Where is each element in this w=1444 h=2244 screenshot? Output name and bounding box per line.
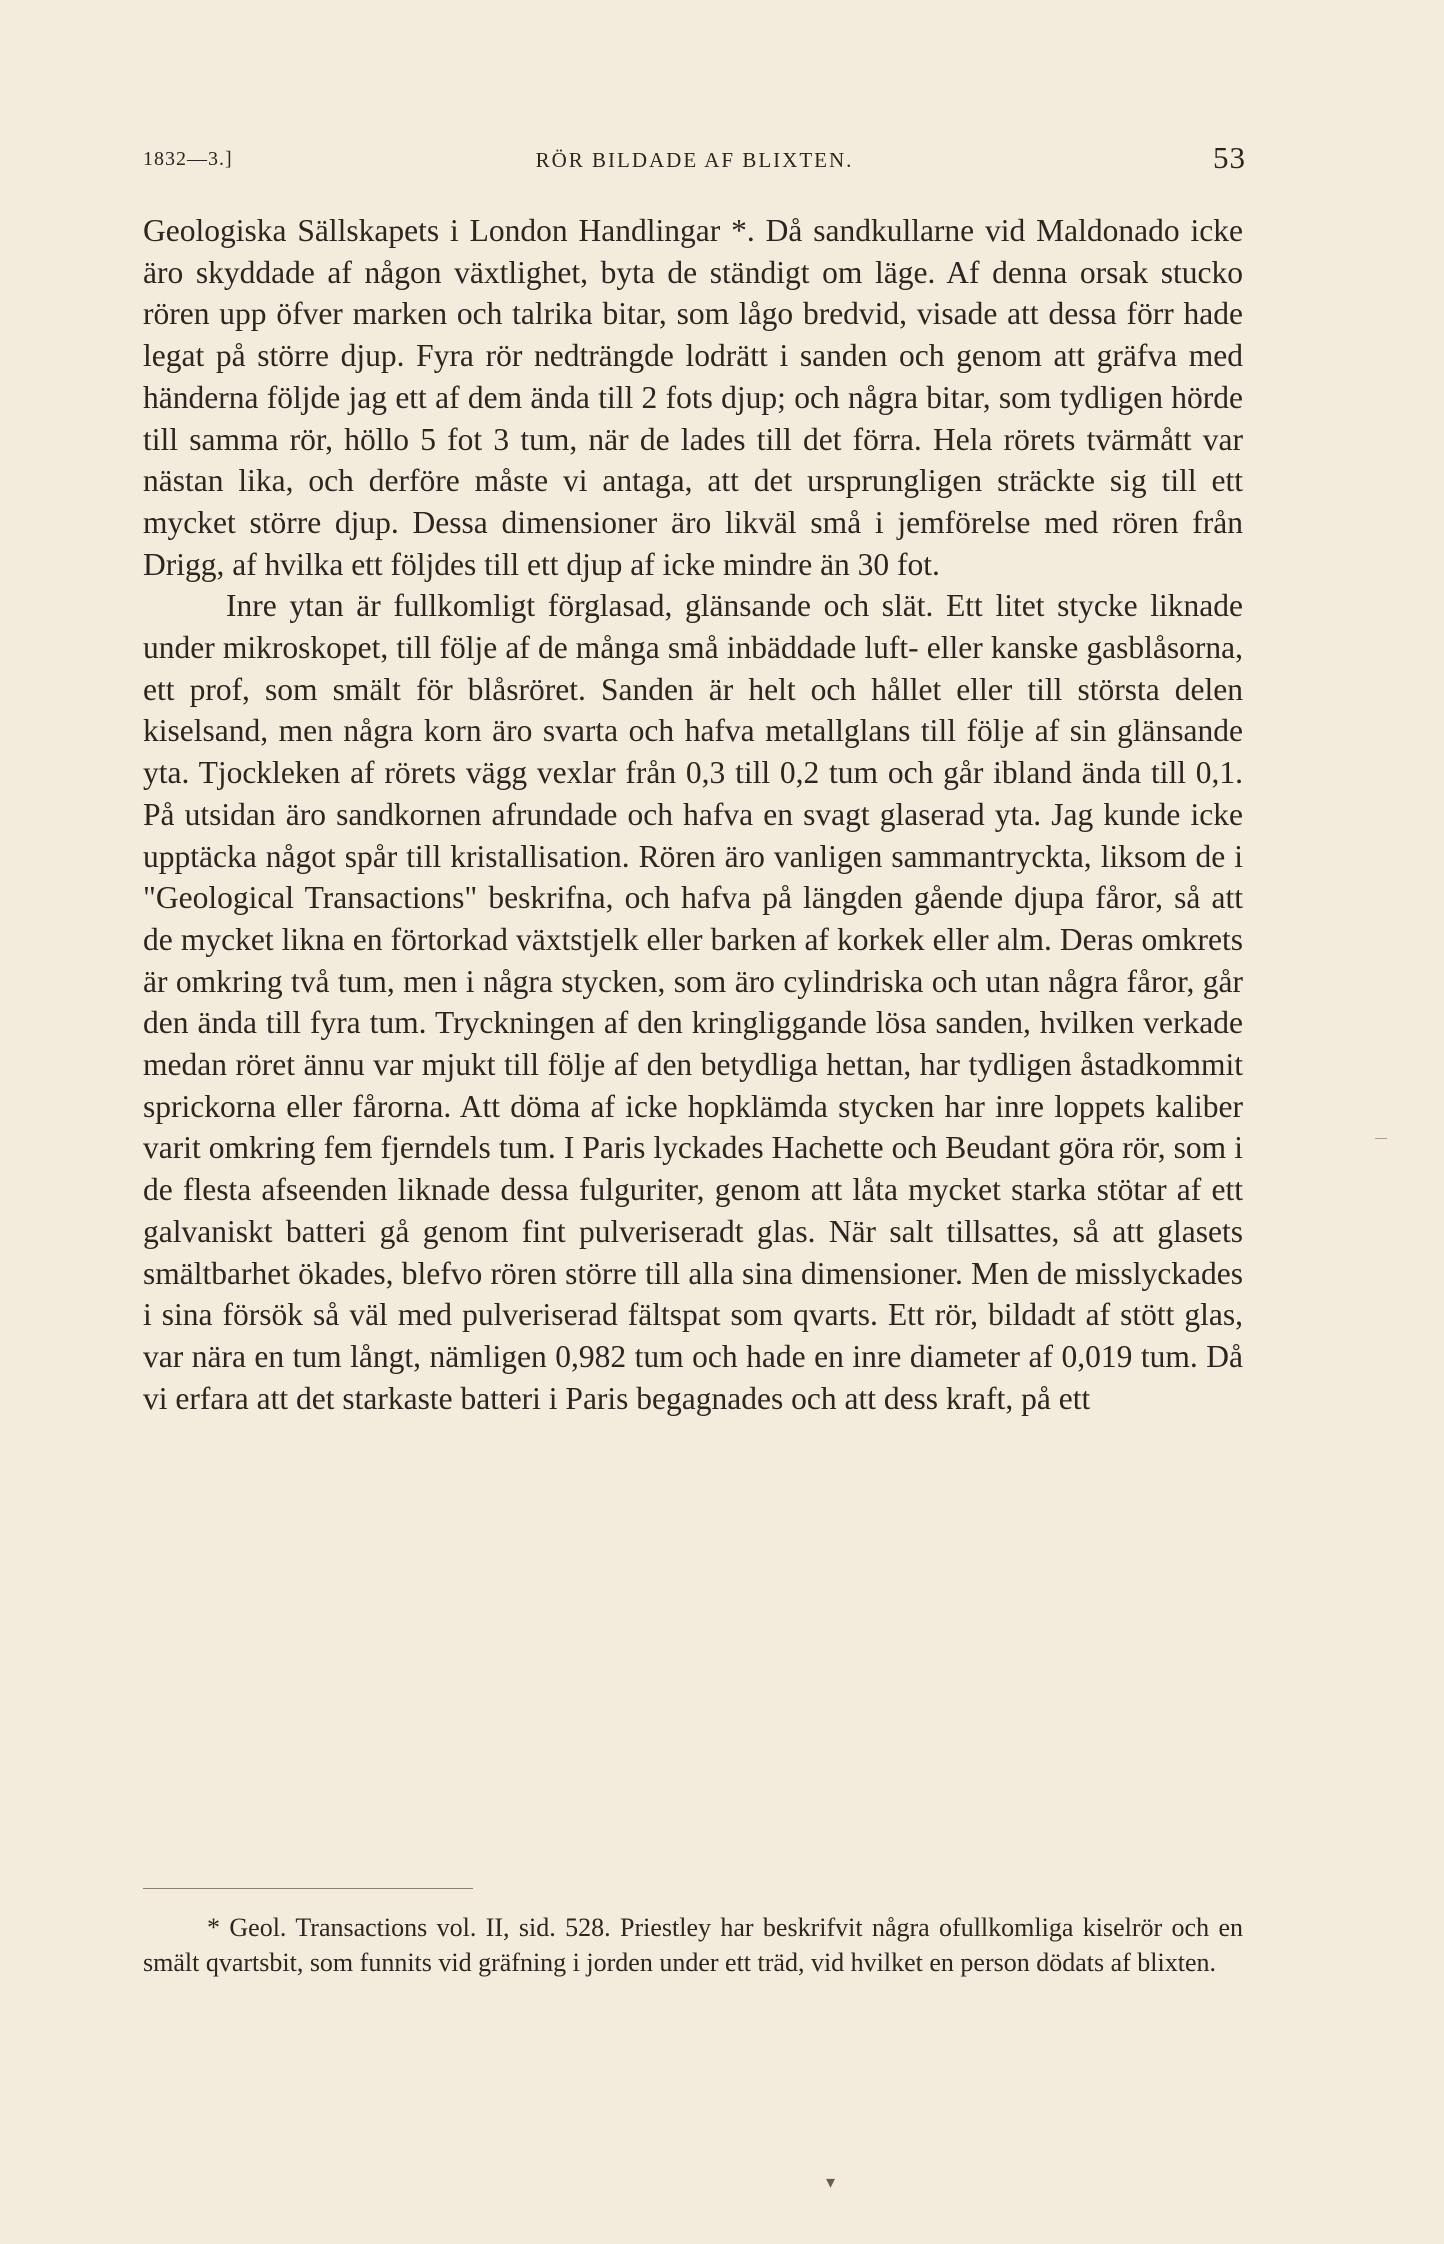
header-year: 1832—3.] (143, 148, 233, 170)
footnote (143, 1910, 1243, 1980)
footnote-text: * Geol. Transactions vol. II, sid. 528. Priestley har beskrifvit några ofullkomliga kiselrör och en smält qvartsbit, som funnits vid gräfning i jorden under ett träd, vid hvilket en person dödats af blixten. (143, 1913, 1243, 1977)
main-text (143, 210, 1243, 1419)
running-header (143, 140, 1246, 180)
paragraph-1: Geologiska Sällskapets i London Handlingar *. Då sandkullarne vid Maldonado icke äro skyddade af någon växtlighet, byta de ständigt om läge. Af denna orsak stucko rören upp öfver marken och talrika bitar, som lågo bredvid, visade att dessa förr hade legat på större djup. Fyra rör nedträngde lodrätt i sanden och genom att gräfva med händerna följde jag ett af dem ända till 2 fots djup; och några bitar, som tydligen hörde till samma rör, höllo 5 fot 3 tum, när de lades till det förra. Hela rörets tvärmått var nästan lika, och derföre måste vi antaga, att det ursprungligen sträckte sig till ett mycket större djup. Dessa dimensioner äro likväl små i jemförelse med rören från Drigg, af hvilka ett följdes till ett djup af icke mindre än 30 fot. (143, 213, 1243, 582)
page-number: 53 (1213, 140, 1246, 175)
margin-mark (1375, 1138, 1387, 1139)
header-title: RÖR BILDADE AF BLIXTEN. (535, 148, 854, 172)
footnote-divider (143, 1888, 473, 1889)
print-mark: ▾ (826, 2172, 836, 2192)
paragraph-2: Inre ytan är fullkomligt förglasad, glänsande och slät. Ett litet stycke liknade under mikroskopet, till följe af de många små inbäddade luft- eller kanske gasblåsorna, ett prof, som smält för blåsröret. Sanden är helt och hållet eller till största delen kiselsand, men några korn äro svarta och hafva metallglans till följe af sin glänsande yta. Tjockleken af rörets vägg vexlar från 0,3 till 0,2 tum och går ibland ända till 0,1. På utsidan äro sandkornen afrundade och hafva en svagt glaserad yta. Jag kunde icke upptäcka något spår till kristallisation. Rören äro vanligen sammantryckta, liksom de i "Geological Transactions" beskrifna, och hafva på längden gående djupa fåror, så att de mycket likna en förtorkad växtstjelk eller barken af korkek eller alm. Deras omkrets är omkring två tum, men i några stycken, som äro cylindriska och utan några fåror, går den ända till fyra tum. Tryckningen af den kringliggande lösa sanden, hvilken verkade medan röret ännu var mjukt till följe af den betydliga hettan, har tydligen åstadkommit sprickorna eller fårorna. Att döma af icke hopklämda stycken har inre loppets kaliber varit omkring fem fjerndels tum. I Paris lyckades Hachette och Beudant göra rör, som i de flesta afseenden liknade dessa fulguriter, genom att låta mycket starka stötar af ett galvaniskt batteri gå genom fint pulveriseradt glas. När salt tillsattes, så att glasets smältbarhet ökades, blefvo rören större till alla sina dimensioner. Men de misslyckades i sina försök så väl med pulveriserad fältspat som qvarts. Ett rör, bildadt af stött glas, var nära en tum långt, nämligen 0,982 tum och hade en inre diameter af 0,019 tum. Då vi erfara att det starkaste batteri i Paris begagnades och att dess kraft, på ett (143, 588, 1243, 1416)
